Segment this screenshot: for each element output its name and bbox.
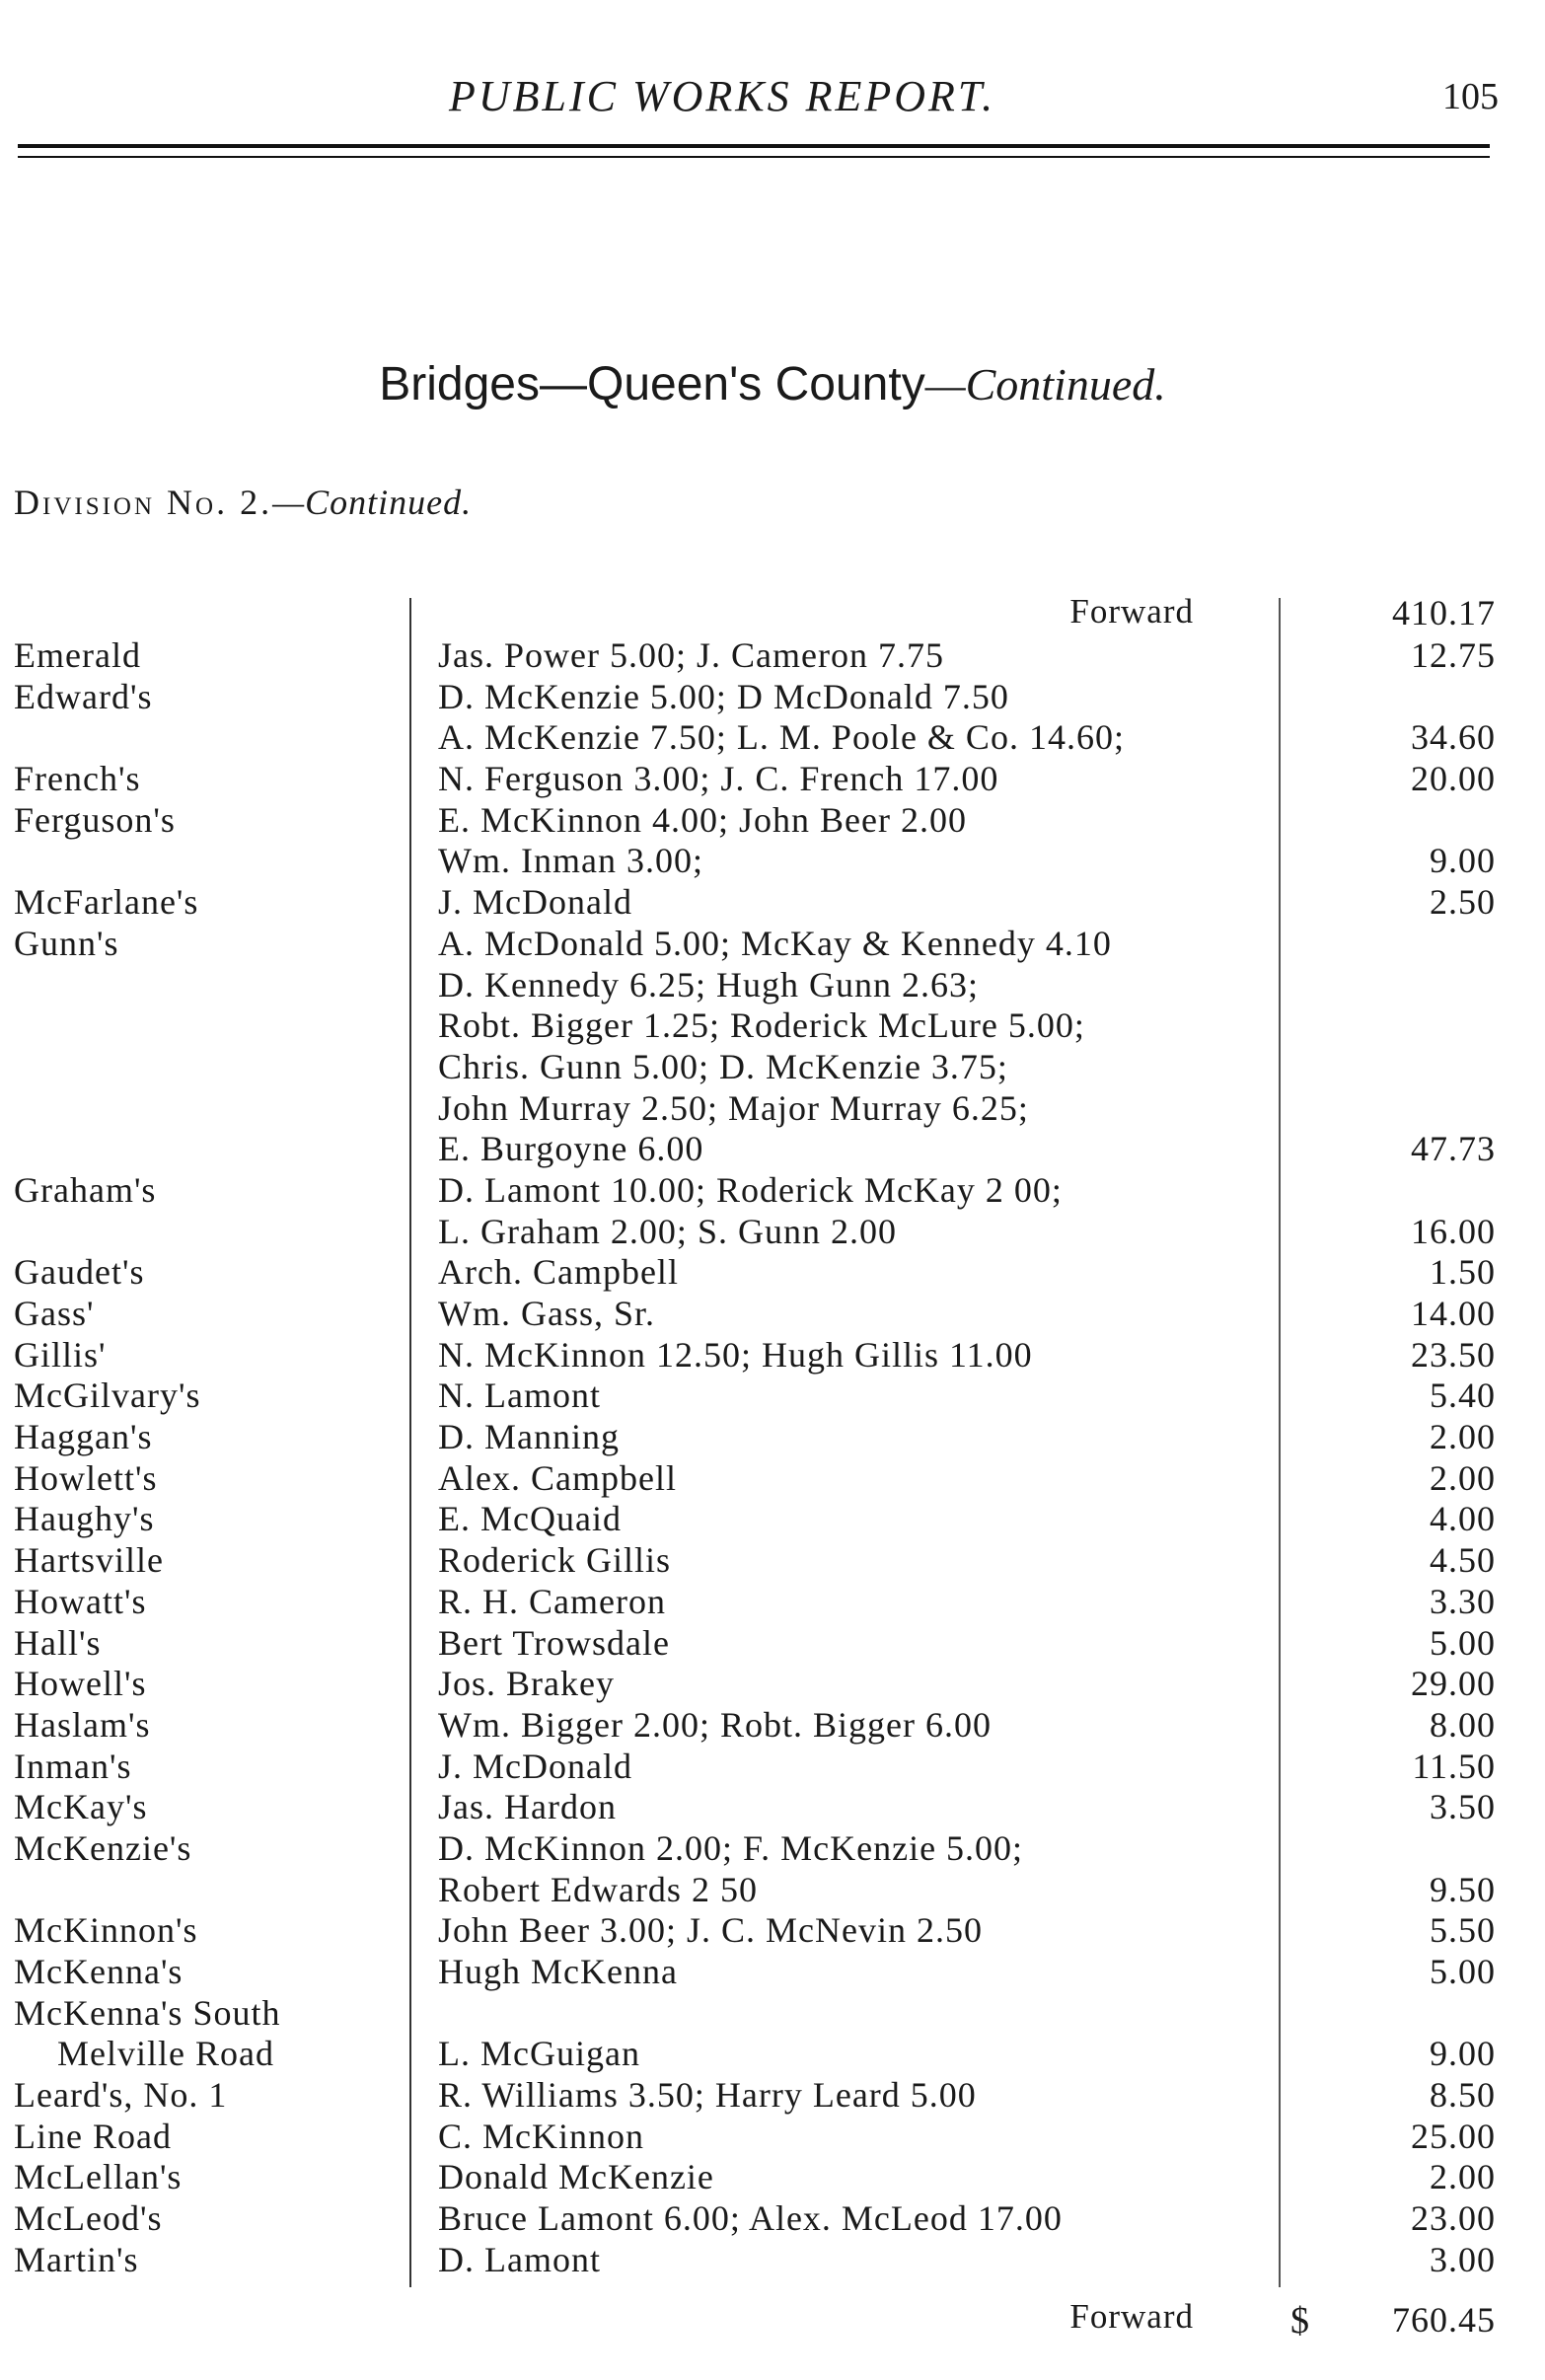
payees: Chris. Gunn 5.00; D. McKenzie 3.75; — [438, 1046, 1008, 1086]
ledger-row — [0, 1047, 1545, 1088]
ledger-row — [0, 800, 1545, 842]
bridge-name: Howell's — [14, 1664, 147, 1704]
bridge-name: Haggan's — [14, 1417, 153, 1457]
payees: Arch. Campbell — [438, 1252, 679, 1293]
payees: D. McKinnon 2.00; F. McKenzie 5.00; — [438, 1827, 1024, 1868]
bridge-name: Gunn's — [14, 923, 119, 963]
amount: 8.00 — [1430, 1704, 1496, 1745]
payees: Jas. Power 5.00; J. Cameron 7.75 — [438, 635, 944, 675]
payees: Donald McKenzie — [438, 2157, 714, 2197]
amount: 47.73 — [1411, 1129, 1496, 1169]
ledger-row — [0, 1088, 1545, 1130]
amount: 8.50 — [1430, 2075, 1496, 2116]
ledger-row — [0, 1828, 1545, 1870]
bridge-name: Howatt's — [14, 1581, 147, 1621]
ledger-row — [0, 1417, 1545, 1458]
bridge-name: Gaudet's — [14, 1252, 145, 1293]
ledger-row — [0, 2117, 1545, 2158]
amount: 3.50 — [1430, 1787, 1496, 1827]
amount: 3.30 — [1430, 1581, 1496, 1621]
ledger-row — [0, 1212, 1545, 1253]
bridge-name: Gass' — [14, 1294, 95, 1333]
ledger-row — [0, 1705, 1545, 1747]
amount: 2.50 — [1430, 882, 1496, 923]
bridge-name: Martin's — [14, 2239, 139, 2279]
ledger-row — [0, 717, 1545, 759]
payees: John Beer 3.00; J. C. McNevin 2.50 — [438, 1910, 983, 1951]
section-title-main: Bridges—Queen's County — [379, 358, 925, 410]
bridge-name: Edward's — [14, 676, 153, 716]
payees: E. McKinnon 4.00; John Beer 2.00 — [438, 799, 967, 840]
amount: 20.00 — [1411, 759, 1496, 799]
ledger-row — [0, 1582, 1545, 1623]
amount: 5.00 — [1430, 1622, 1496, 1663]
amount: 2.00 — [1430, 1457, 1496, 1498]
payees: A. McKenzie 7.50; L. M. Poole & Co. 14.60; — [438, 717, 1125, 758]
ledger-row — [0, 1623, 1545, 1665]
bridge-name: McKenna's South — [14, 1992, 281, 2033]
page-number: 105 — [1442, 76, 1499, 117]
currency-sign: $ — [1290, 2300, 1309, 2342]
ledger-row — [0, 1458, 1545, 1500]
bridge-name: Howlett's — [14, 1457, 158, 1498]
bridge-name: McKay's — [14, 1787, 148, 1827]
ledger-row — [0, 882, 1545, 924]
forward-label-top: Forward — [1069, 592, 1194, 631]
ledger-row — [0, 1870, 1545, 1911]
payees: J. McDonald — [438, 1746, 632, 1786]
ledger-row — [0, 1335, 1545, 1376]
division-heading — [14, 482, 472, 523]
amount: 4.50 — [1430, 1540, 1496, 1581]
payees: D. McKenzie 5.00; D McDonald 7.50 — [438, 676, 1009, 716]
payees: Jas. Hardon — [438, 1787, 617, 1827]
ledger-row — [0, 2240, 1545, 2281]
payees: J. McDonald — [438, 882, 632, 923]
forward-label-bottom: Forward — [1069, 2297, 1194, 2336]
amount: 5.40 — [1430, 1376, 1496, 1416]
amount: 23.00 — [1411, 2198, 1496, 2239]
amount: 1.50 — [1430, 1252, 1496, 1293]
payees: Wm. Inman 3.00; — [438, 841, 703, 881]
bridge-name: McLeod's — [14, 2198, 163, 2239]
amount: 3.00 — [1430, 2239, 1496, 2279]
ledger-row — [0, 1376, 1545, 1417]
bridge-name: Haughy's — [14, 1499, 155, 1539]
bridge-name: McKenna's — [14, 1952, 184, 1991]
payees: E. McQuaid — [438, 1499, 622, 1539]
ledger-row — [0, 1952, 1545, 1993]
ledger-row — [0, 1170, 1545, 1212]
header-rule-thick — [18, 144, 1490, 148]
bridge-name: McLellan's — [14, 2157, 183, 2197]
payees: R. H. Cameron — [438, 1581, 666, 1621]
ledger-row — [0, 1252, 1545, 1294]
running-title: PUBLIC WORKS REPORT. — [449, 72, 996, 120]
amount: 2.00 — [1430, 1417, 1496, 1457]
ledger-row — [0, 2075, 1545, 2117]
amount: 2.00 — [1430, 2157, 1496, 2197]
ledger-row — [0, 2157, 1545, 2198]
page-header — [0, 71, 1545, 130]
amount: 5.00 — [1430, 1952, 1496, 1991]
bridge-name: Gillis' — [14, 1334, 107, 1375]
ledger-row — [0, 1294, 1545, 1335]
section-title-continued: —Continued. — [924, 359, 1166, 409]
ledger-row — [0, 1664, 1545, 1705]
bridge-name: Emerald — [14, 635, 141, 675]
payees: D. Lamont 10.00; Roderick McKay 2 00; — [438, 1169, 1063, 1210]
payees: E. Burgoyne 6.00 — [438, 1129, 704, 1169]
bridge-name: McFarlane's — [14, 882, 199, 923]
payees: N. McKinnon 12.50; Hugh Gillis 11.00 — [438, 1334, 1033, 1375]
ledger-row — [0, 965, 1545, 1006]
payees: A. McDonald 5.00; McKay & Kennedy 4.10 — [438, 923, 1112, 963]
division-label: Division No. 2. — [14, 483, 273, 522]
bridge-name: McGilvary's — [14, 1376, 201, 1416]
payees: Bert Trowsdale — [438, 1622, 671, 1663]
forward-amount-top: 410.17 — [1392, 593, 1496, 632]
payees: D. Kennedy 6.25; Hugh Gunn 2.63; — [438, 964, 979, 1004]
amount: 5.50 — [1430, 1910, 1496, 1951]
header-rule-thin — [18, 156, 1490, 158]
ledger-row — [0, 1910, 1545, 1952]
payees: C. McKinnon — [438, 2116, 644, 2156]
bridge-name: Ferguson's — [14, 799, 176, 840]
payees: L. Graham 2.00; S. Gunn 2.00 — [438, 1211, 897, 1251]
amount: 9.50 — [1430, 1869, 1496, 1909]
payees: John Murray 2.50; Major Murray 6.25; — [438, 1087, 1029, 1128]
bridge-name: Graham's — [14, 1169, 157, 1210]
ledger-row — [0, 2034, 1545, 2075]
payees: D. Manning — [438, 1417, 620, 1457]
payees: Roderick Gillis — [438, 1540, 671, 1581]
bridge-name: Hall's — [14, 1622, 102, 1663]
ledger-row — [0, 924, 1545, 965]
payees: N. Lamont — [438, 1376, 601, 1416]
amount: 34.60 — [1411, 717, 1496, 758]
ledger-row — [0, 1747, 1545, 1788]
amount: 9.00 — [1430, 841, 1496, 881]
payees: Robt. Bigger 1.25; Roderick McLure 5.00; — [438, 1005, 1085, 1046]
amount: 14.00 — [1411, 1294, 1496, 1333]
bridge-name: Leard's, No. 1 — [14, 2075, 228, 2116]
payees: Hugh McKenna — [438, 1952, 678, 1991]
ledger-row — [0, 635, 1545, 677]
amount: 23.50 — [1411, 1334, 1496, 1375]
ledger-row — [0, 1005, 1545, 1047]
payees: Jos. Brakey — [438, 1664, 615, 1704]
bridge-name: McKinnon's — [14, 1910, 198, 1951]
amount: 25.00 — [1411, 2116, 1496, 2156]
bridge-name: Inman's — [14, 1746, 132, 1786]
amount: 16.00 — [1411, 1211, 1496, 1251]
ledger-row — [0, 1540, 1545, 1582]
payees: Wm. Gass, Sr. — [438, 1294, 655, 1333]
ledger-row — [0, 1787, 1545, 1828]
ledger-row — [0, 841, 1545, 882]
payees: Wm. Bigger 2.00; Robt. Bigger 6.00 — [438, 1704, 992, 1745]
payees: Alex. Campbell — [438, 1457, 677, 1498]
bridge-name: French's — [14, 759, 141, 799]
bridge-name: Hartsville — [14, 1540, 164, 1581]
payees: R. Williams 3.50; Harry Leard 5.00 — [438, 2075, 977, 2116]
payees: N. Ferguson 3.00; J. C. French 17.00 — [438, 759, 999, 799]
ledger-row — [0, 759, 1545, 800]
payees: Bruce Lamont 6.00; Alex. McLeod 17.00 — [438, 2198, 1063, 2239]
payees: L. McGuigan — [438, 2034, 640, 2074]
amount: 29.00 — [1411, 1664, 1496, 1704]
amount: 9.00 — [1430, 2034, 1496, 2074]
section-title — [0, 357, 1545, 411]
division-continued: —Continued. — [272, 483, 473, 522]
bridge-name: Haslam's — [14, 1704, 151, 1745]
ledger-rows — [0, 635, 1545, 2281]
amount: 11.50 — [1412, 1746, 1496, 1786]
bridge-name: Melville Road — [57, 2034, 274, 2074]
payees: D. Lamont — [438, 2239, 601, 2279]
ledger-row — [0, 2198, 1545, 2240]
ledger-row — [0, 1129, 1545, 1170]
ledger-row — [0, 1993, 1545, 2035]
amount: 4.00 — [1430, 1499, 1496, 1539]
payees: Robert Edwards 2 50 — [438, 1869, 758, 1909]
ledger-row — [0, 677, 1545, 718]
bridge-name: Line Road — [14, 2116, 172, 2156]
ledger-row — [0, 1499, 1545, 1540]
bridge-name: McKenzie's — [14, 1827, 192, 1868]
amount: 12.75 — [1411, 635, 1496, 675]
forward-amount-bottom: 760.45 — [1392, 2300, 1496, 2340]
